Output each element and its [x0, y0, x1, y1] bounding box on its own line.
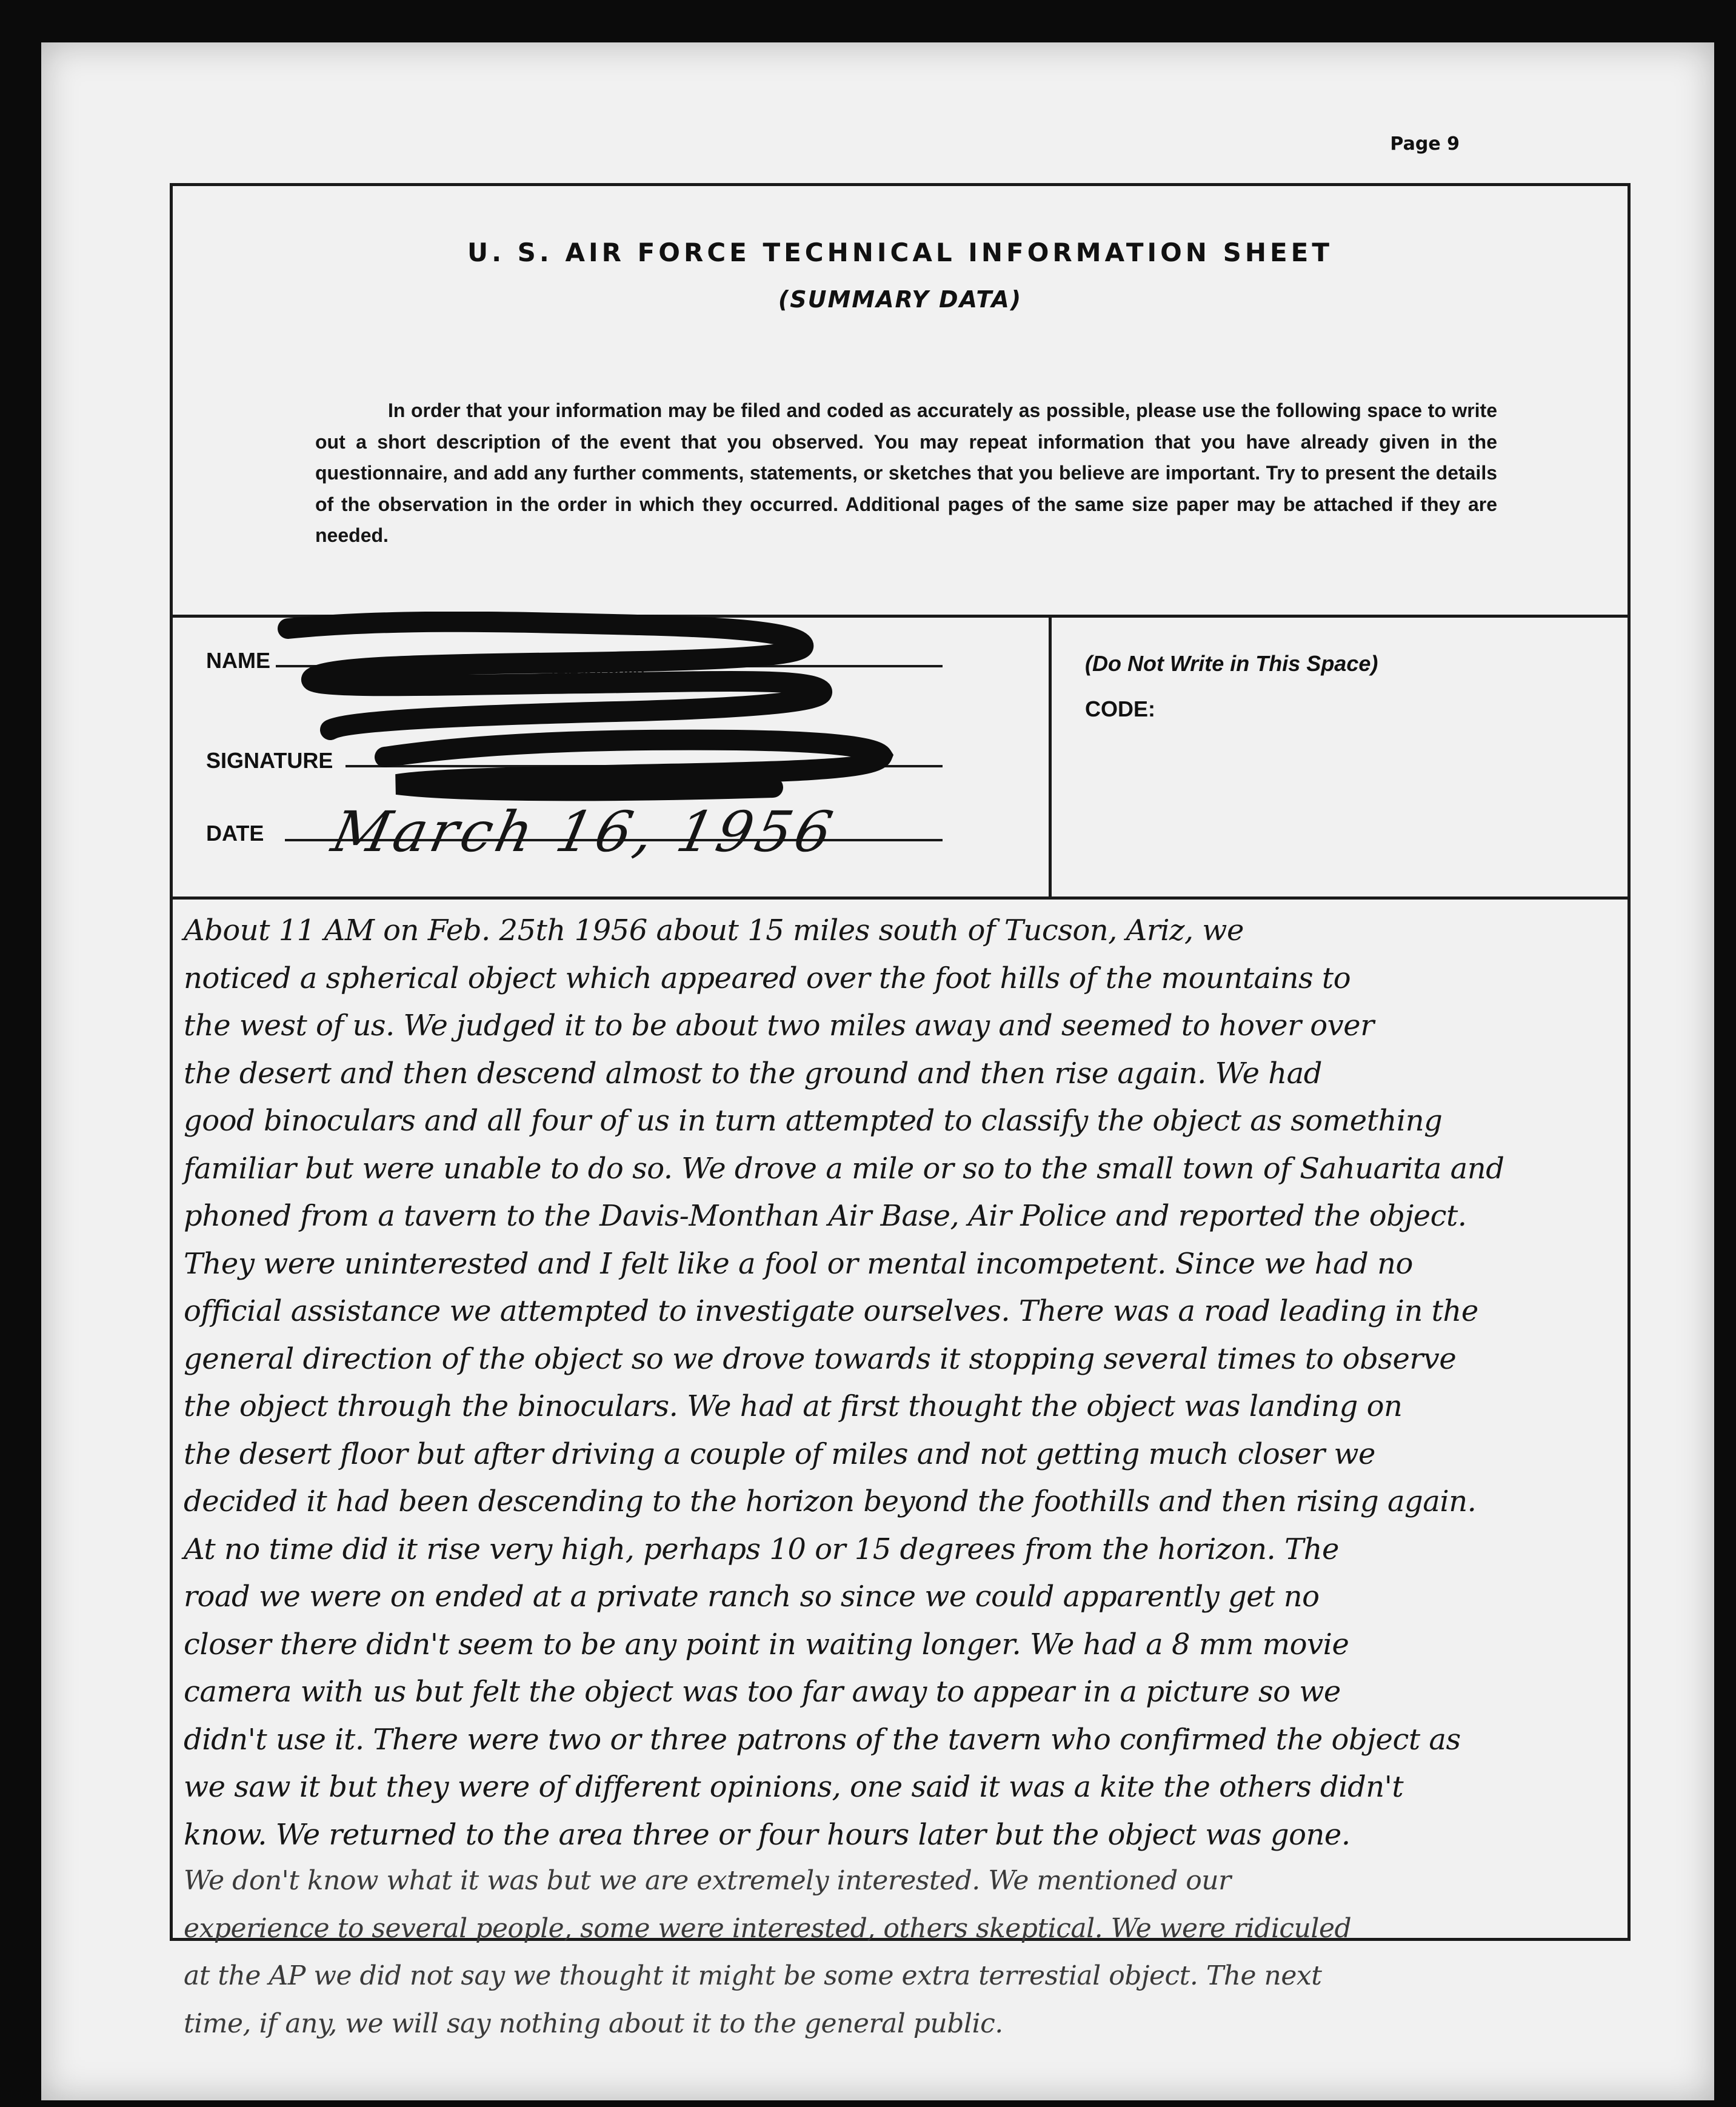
narrative-line: noticed a spherical object which appeared over the foot hills of the mountains to — [184, 961, 1351, 995]
narrative-line: the desert and then descend almost to the ground and then rise again. We had — [184, 1056, 1323, 1090]
please-print-hint: (Please Print) — [552, 665, 645, 681]
form-header — [173, 186, 1628, 618]
narrative-line: the desert floor but after driving a couple of miles and not getting much closer we — [184, 1437, 1375, 1471]
signature-label: SIGNATURE — [206, 748, 333, 773]
narrative-line: time, if any, we will say nothing about it to the general public. — [184, 2008, 1003, 2039]
narrative-line: closer there didn't seem to be any point in waiting longer. We had a 8 mm movie — [184, 1627, 1349, 1661]
narrative-line: good binoculars and all four of us in turn attempted to classify the object as something — [184, 1104, 1443, 1138]
form-instructions: In order that your information may be filed and coded as accurately as possible, please use the following space to write out a short description of the event that you observed. You may repeat information that you have already given in the questionnaire, and add any further comments, statements, or sketches that you believe are important. Try to present the details of the observation in the order in which they occurred. Additional pages of the same size paper may be attached if they are needed. — [315, 399, 1497, 546]
section-divider — [1049, 618, 1052, 897]
identification-section — [173, 618, 1628, 900]
name-redaction — [276, 612, 918, 806]
page-number: Page 9 — [1390, 133, 1460, 155]
narrative-line: We don't know what it was but we are extremely interested. We mentioned our — [184, 1865, 1231, 1896]
narrative-line: experience to several people, some were interested, others skeptical. We were ridiculed — [184, 1912, 1352, 1944]
narrative-line: decided it had been descending to the horizon beyond the foothills and then rising again. — [184, 1484, 1477, 1518]
narrative-line: general direction of the object so we drove towards it stopping several times to observe — [184, 1341, 1457, 1376]
narrative-line: the object through the binoculars. We had at first thought the object was landing on — [184, 1389, 1403, 1423]
narrative-line: They were uninterested and I felt like a fool or mental incompetent. Since we had no — [184, 1246, 1413, 1281]
date-handwritten: March 16, 1956 — [326, 800, 842, 864]
narrative-line: camera with us but felt the object was too far away to appear in a picture so we — [184, 1675, 1341, 1709]
narrative-line: the west of us. We judged it to be about two miles away and seemed to hover over — [184, 1009, 1374, 1043]
code-label: CODE: — [1085, 696, 1155, 721]
technical-information-sheet — [170, 183, 1631, 2039]
narrative-line: didn't use it. There were two or three patrons of the tavern who confirmed the object as — [184, 1722, 1461, 1757]
office-use-note: (Do Not Write in This Space) — [1085, 651, 1378, 676]
narrative-line: At no time did it rise very high, perhaps 10 or 15 degrees from the horizon. The — [184, 1532, 1339, 1566]
narrative-line: familiar but were unable to do so. We drove a mile or so to the small town of Sahuarita and — [184, 1151, 1504, 1186]
narrative-line: road we were on ended at a private ranch so since we could apparently get no — [184, 1580, 1320, 1614]
handwritten-narrative — [184, 913, 1620, 2055]
narrative-line: phoned from a tavern to the Davis-Monthan Air Base, Air Police and reported the object. — [184, 1199, 1467, 1233]
form-title: U. S. AIR FORCE TECHNICAL INFORMATION SHEET — [467, 238, 1333, 267]
narrative-line: About 11 AM on Feb. 25th 1956 about 15 miles south of Tucson, Ariz, we — [184, 913, 1244, 947]
narrative-line: we saw it but they were of different opinions, one said it was a kite the others didn't — [184, 1770, 1404, 1804]
document-page — [41, 42, 1714, 2100]
form-subtitle: (SUMMARY DATA) — [778, 286, 1023, 313]
name-label: NAME — [206, 648, 270, 673]
date-label: DATE — [206, 821, 264, 846]
narrative-line: at the AP we did not say we thought it might be some extra terrestial object. The next — [184, 1960, 1322, 1991]
narrative-line: official assistance we attempted to investigate ourselves. There was a road leading in the — [184, 1294, 1478, 1328]
narrative-line: know. We returned to the area three or four hours later but the object was gone. — [184, 1817, 1350, 1852]
